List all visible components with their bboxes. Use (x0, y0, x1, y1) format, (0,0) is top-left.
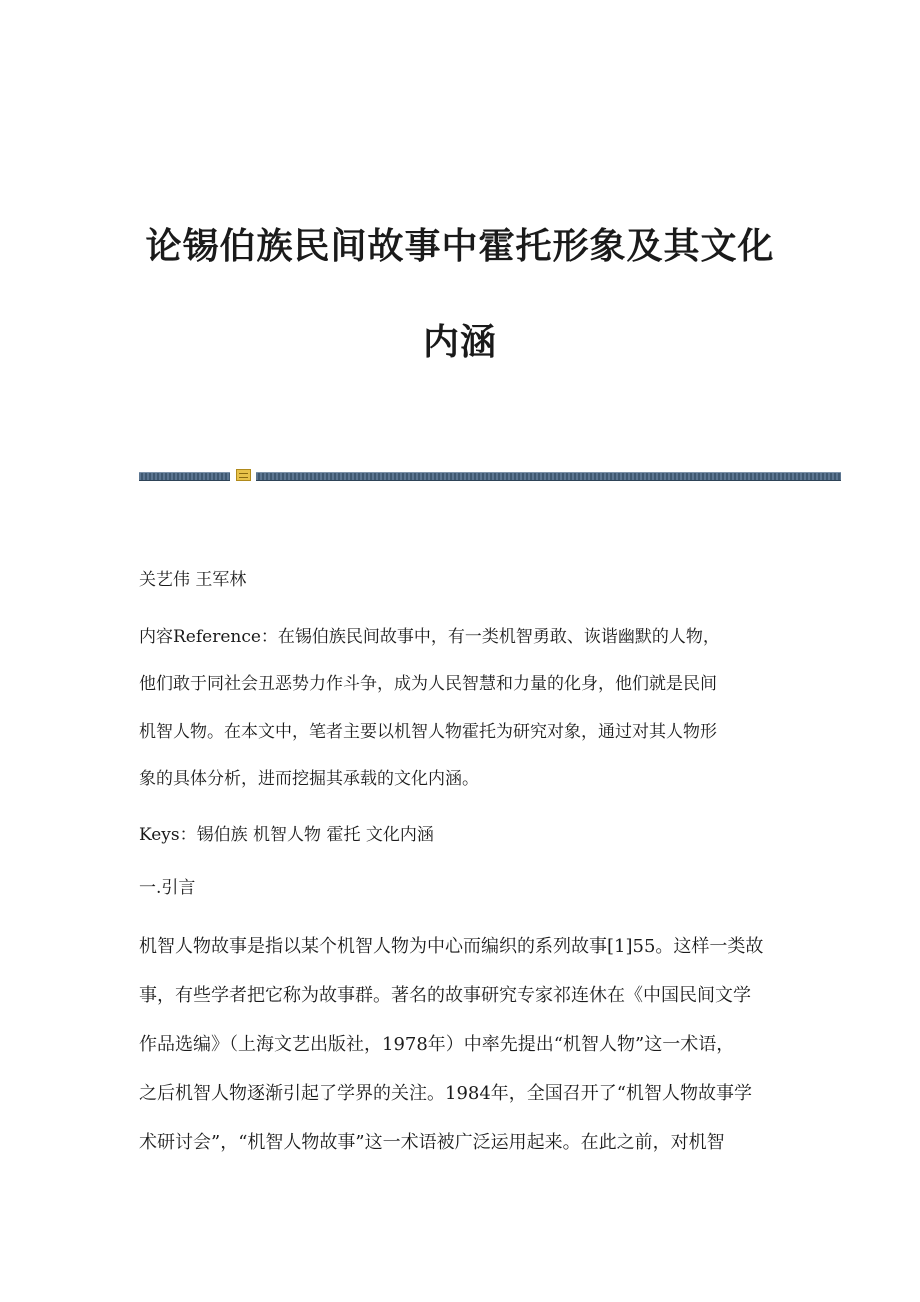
divider-ornament-icon (236, 469, 251, 481)
body-line: 术研讨会”，“机智人物故事”这一术语被广泛运用起来。在此之前，对机智 (139, 1132, 725, 1153)
abstract-line: 象的具体分析，进而挖掘其承载的文化内涵。 (139, 769, 479, 789)
divider-bar-right (256, 472, 841, 481)
body-line: 事，有些学者把它称为故事群。著名的故事研究专家祁连休在《中国民间文学 (139, 985, 751, 1006)
abstract-line: 内容Reference：在锡伯族民间故事中，有一类机智勇敢、诙谐幽默的人物， (139, 627, 720, 647)
title-divider (139, 469, 841, 481)
document-title-line-1: 论锡伯族民间故事中霍托形象及其文化 (145, 225, 775, 267)
body-line: 之后机智人物逐渐引起了学界的关注。1984年，全国召开了“机智人物故事学 (139, 1083, 753, 1104)
section-heading: 一.引言 (139, 878, 196, 898)
authors: 关艺伟 王军林 (139, 570, 247, 590)
body-line: 机智人物故事是指以某个机智人物为中心而编织的系列故事[1]55。这样一类故 (139, 936, 764, 957)
keywords: Keys：锡伯族 机智人物 霍托 文化内涵 (139, 825, 434, 845)
divider-bar-left (139, 472, 230, 481)
abstract-line: 他们敢于同社会丑恶势力作斗争，成为人民智慧和力量的化身，他们就是民间 (139, 674, 717, 694)
document-title-line-2: 内涵 (422, 321, 497, 363)
body-line: 作品选编》（上海文艺出版社，1978年）中率先提出“机智人物”这一术语， (139, 1034, 735, 1055)
abstract-line: 机智人物。在本文中，笔者主要以机智人物霍托为研究对象，通过对其人物形 (139, 722, 717, 742)
